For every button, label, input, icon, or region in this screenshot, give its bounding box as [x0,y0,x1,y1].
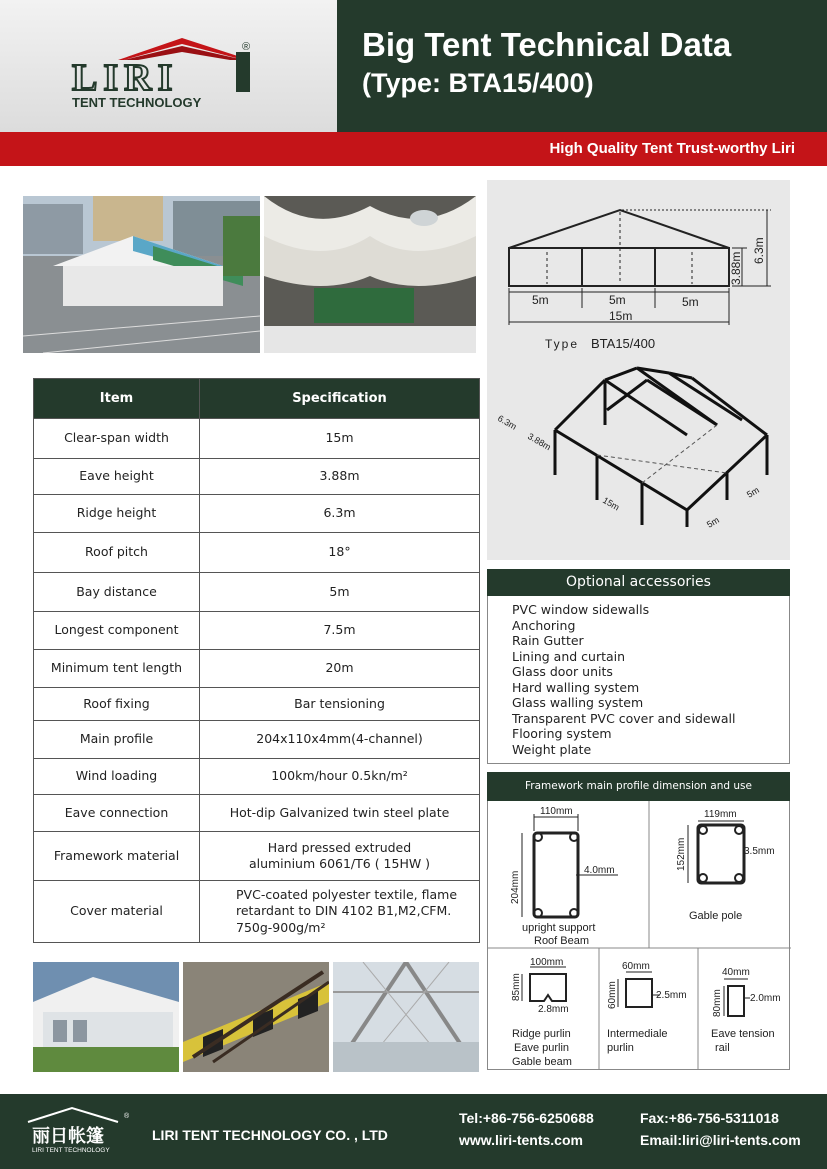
ridge-height-label: 85mm [511,973,522,1001]
logo-subtitle: TENT TECHNOLOGY [72,95,202,110]
footer-logo [0,1094,140,1169]
gable-width-label: 119mm [704,809,737,820]
spec-value: Bar tensioning [200,688,480,721]
footer-email[interactable]: Email:liri@liri-tents.com [640,1132,801,1148]
tent-diagram-panel [487,180,790,560]
spec-value: 7.5m [200,612,480,650]
table-row [34,495,480,533]
list-item: Flooring system [512,726,612,741]
spec-table [33,378,480,943]
profiles-title: Framework main profile dimension and use [487,772,790,801]
table-row [34,419,480,459]
dim-bay-3: 5m [682,295,699,309]
iso-bay-1: 5m [705,514,721,530]
header-specification: Specification [200,379,480,419]
list-item: Hard walling system [512,679,640,695]
table-row [34,573,480,612]
spec-table-header [34,379,480,419]
table-row [34,721,480,759]
spec-item: Eave connection [34,795,200,832]
slogan-text: High Quality Tent Trust-worthy Liri [549,140,795,157]
accessories-title: Optional accessories [487,569,790,596]
type-value: BTA15/400 [591,336,656,351]
table-row [34,612,480,650]
spec-item: Longest component [34,612,200,650]
intermediate-thickness-label: 2.5mm [656,990,687,1001]
table-row [34,459,480,495]
profile-gable-drawing [688,821,744,883]
table-row [34,832,480,881]
profile-intermediate-drawing [618,972,660,1007]
profiles-panel [487,801,790,1070]
ridge-use-1: Ridge purlin [512,1028,571,1040]
spec-value: 18° [200,533,480,573]
footer-logo-sub: LIRI TENT TECHNOLOGY [32,1147,110,1154]
main-width-label: 110mm [540,806,573,817]
tent-frame-isometric [555,368,767,527]
spec-value: 204x110x4mm(4-channel) [200,721,480,759]
main-height-label: 204mm [510,870,521,904]
page-subtitle-type: (Type: BTA15/400) [362,68,594,98]
list-item: Weight plate [512,741,592,757]
eave-rail-use-1: Eave tension [711,1028,775,1040]
logo-text: LIRI [72,57,179,99]
list-item: Transparent PVC cover and sidewall [512,710,736,726]
spec-value: PVC-coated polyester textile, flame retardant to DIN 4102 B1,M2,CFM. 750g-900g/m² [200,881,480,943]
header-logo-area [0,0,337,132]
iso-eave-height: 3.88m [526,431,553,453]
list-item: Lining and curtain [512,648,626,664]
dim-ridge-height: 6.3m [752,237,766,264]
iso-width: 15m [601,495,622,513]
svg-text:®: ® [124,1113,130,1120]
spec-item: Minimum tent length [34,650,200,688]
svg-text:®: ® [242,41,251,53]
eave-rail-thickness-label: 2.0mm [750,993,781,1004]
gable-use: Gable pole [689,910,743,922]
intermediate-height-label: 60mm [607,981,618,1009]
table-row [34,795,480,832]
spec-value: 6.3m [200,495,480,533]
spec-item: Bay distance [34,573,200,612]
eave-rail-height-label: 80mm [712,989,723,1017]
ridge-use-2: Eave purlin [514,1042,570,1054]
gable-thickness-label: 3.5mm [744,846,775,857]
table-row [34,688,480,721]
spec-value: 5m [200,573,480,612]
ridge-width-label: 100mm [530,957,564,968]
gable-height-label: 152mm [676,837,687,871]
spec-item: Ridge height [34,495,200,533]
intermediate-use-2: purlin [607,1042,634,1054]
main-use-2: Roof Beam [534,935,590,947]
spec-value: 15m [200,419,480,459]
footer-company-name: LIRI TENT TECHNOLOGY CO. , LTD [152,1127,388,1143]
table-row [34,759,480,795]
spec-item: Roof fixing [34,688,200,721]
type-prefix: Type [545,337,580,351]
photo-tent-interior [264,196,476,353]
iso-bay-2: 5m [745,484,761,500]
footer-fax: Fax:+86-756-5311018 [640,1110,779,1126]
intermediate-use-1: Intermediale [607,1028,668,1040]
spec-item: Clear-span width [34,419,200,459]
header-title-area [337,0,827,132]
list-item: Rain Gutter [512,633,584,648]
table-row [34,650,480,688]
spec-item: Eave height [34,459,200,495]
page-title: Big Tent Technical Data [362,26,732,63]
spec-item: Roof pitch [34,533,200,573]
photo-tent-walls [33,962,179,1072]
list-item: PVC window sidewalls [512,602,650,617]
photo-tent-frame [333,962,479,1072]
table-row [34,533,480,573]
profile-eave-rail-drawing [724,979,750,1016]
list-item: Anchoring [512,617,576,633]
ridge-use-3: Gable beam [512,1056,572,1068]
header-item: Item [34,379,200,419]
list-item: Glass door units [512,664,613,679]
main-use-1: upright support [522,922,596,934]
list-item: Glass walling system [512,695,644,710]
photo-tent-exterior [23,196,260,353]
footer-tel: Tel:+86-756-6250688 [459,1110,594,1126]
spec-value: Hot-dip Galvanized twin steel plate [200,795,480,832]
ridge-thickness-label: 2.8mm [538,1004,569,1015]
table-row [34,881,480,943]
photo-tent-poles [183,962,329,1072]
spec-item: Main profile [34,721,200,759]
dim-bay-1: 5m [532,293,549,307]
profile-ridge-drawing [522,967,566,1001]
spec-value: 3.88m [200,459,480,495]
spec-value: 100km/hour 0.5kn/m² [200,759,480,795]
intermediate-width-label: 60mm [622,961,650,972]
dim-eave-height: 3.88m [729,251,743,285]
spec-item: Cover material [34,881,200,943]
spec-item: Wind loading [34,759,200,795]
footer-logo-cn: 丽日帐篷 [32,1126,104,1147]
iso-ridge-height: 6.3m [496,413,519,432]
spec-item: Framework material [34,832,200,881]
footer-website[interactable]: www.liri-tents.com [459,1132,583,1148]
eave-rail-use-2: rail [715,1042,730,1054]
eave-rail-width-label: 40mm [722,967,750,978]
dim-total-width: 15m [609,309,633,323]
accessories-list [487,596,790,764]
main-thickness-label: 4.0mm [584,865,615,876]
dim-bay-2: 5m [609,293,626,307]
liri-logo [0,0,337,132]
spec-value: Hard pressed extruded aluminium 6061/T6 ( 15HW ) [200,832,480,881]
spec-value: 20m [200,650,480,688]
